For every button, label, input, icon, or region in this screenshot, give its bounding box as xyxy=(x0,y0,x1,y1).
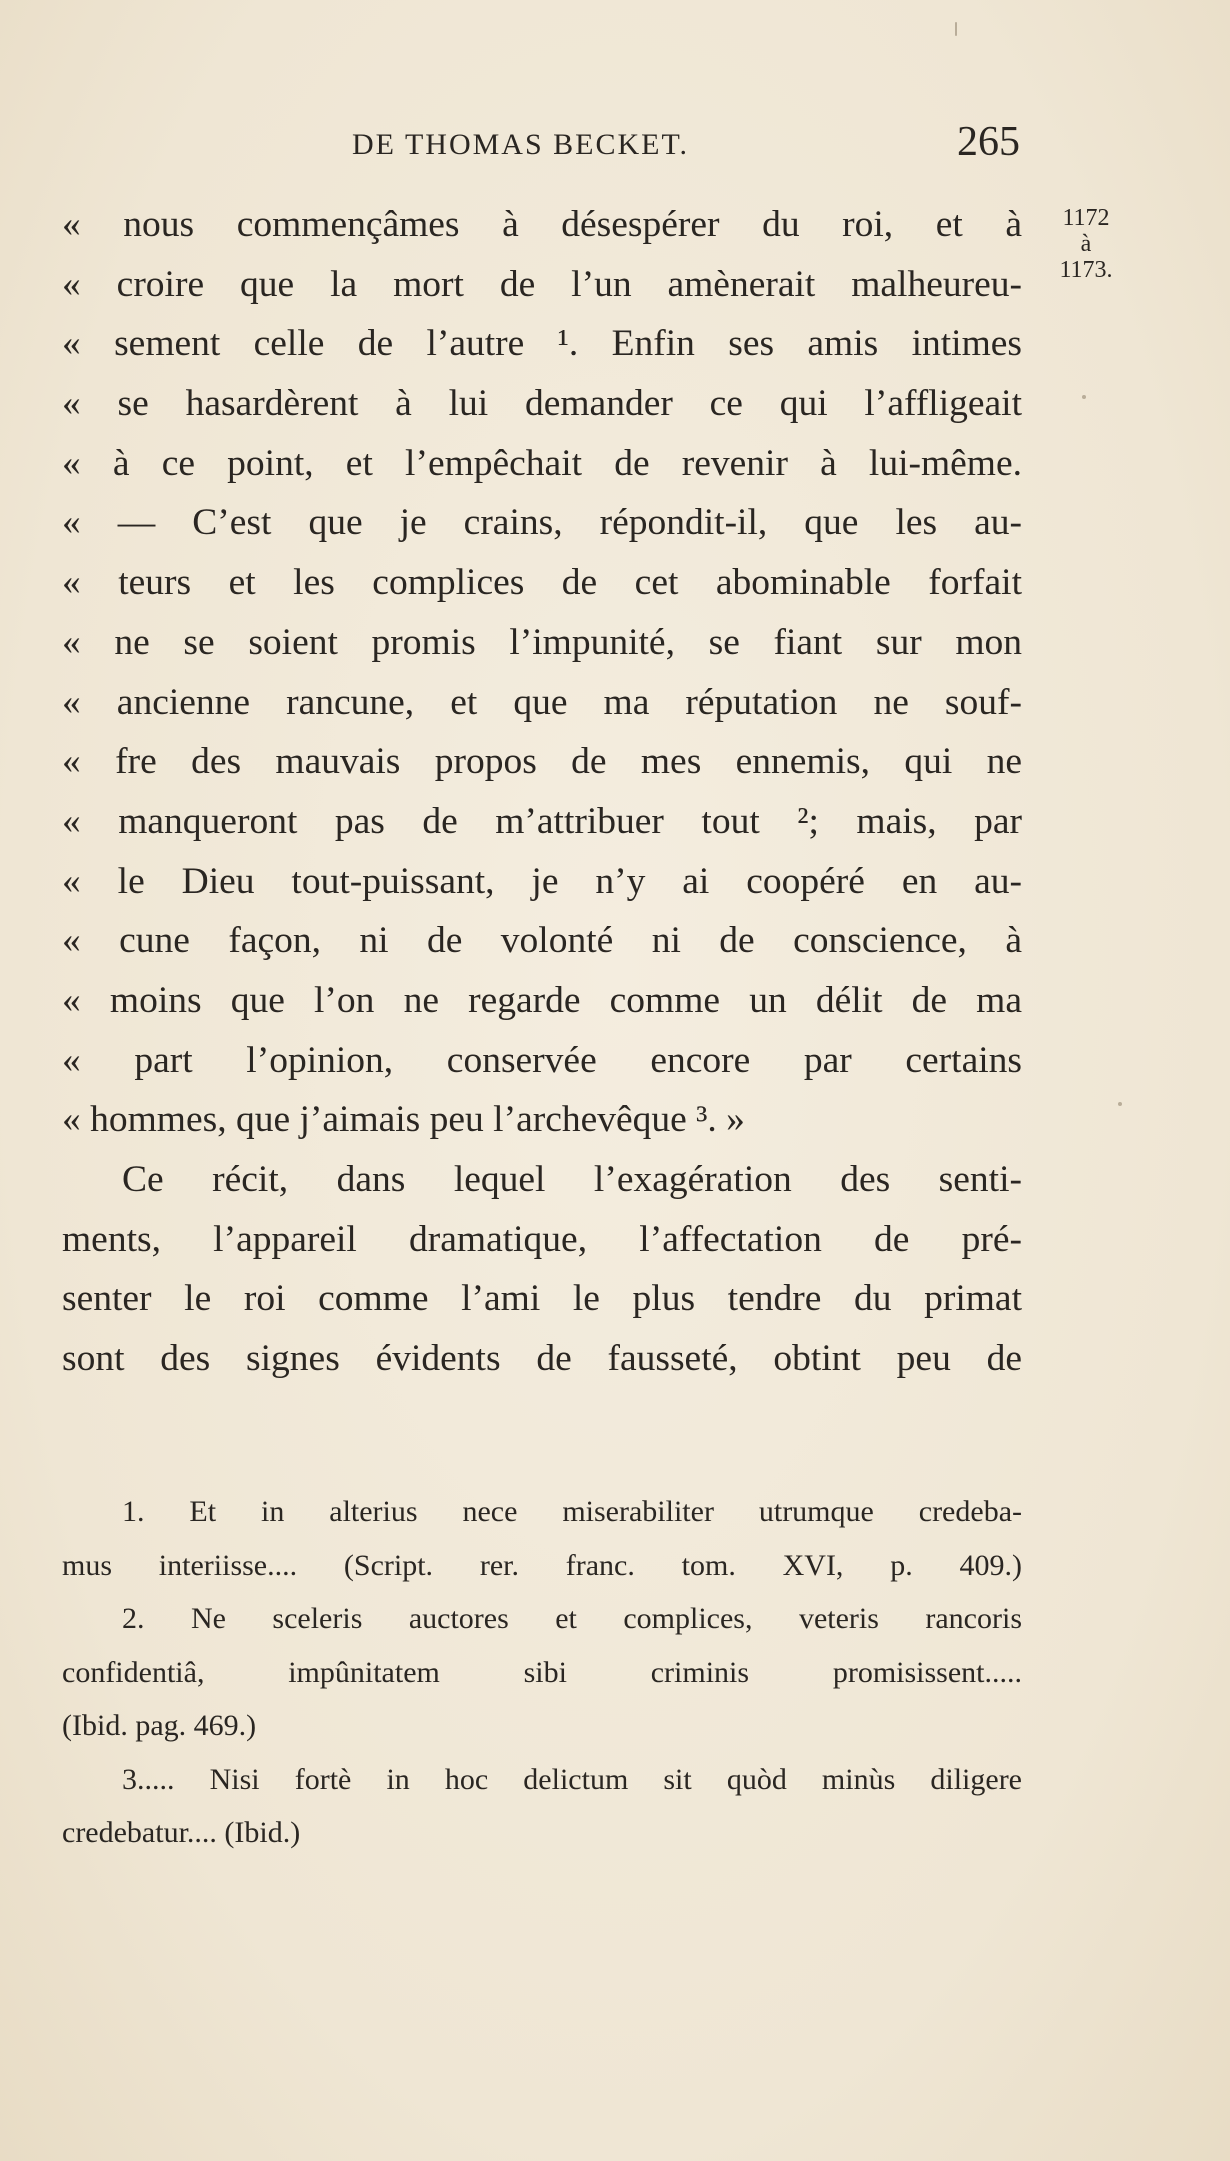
page-number: 265 xyxy=(957,119,1020,165)
margin-date-end: 1173. xyxy=(1059,257,1113,283)
text-line: « sement celle de l’autre ¹. Enfin ses amis intimes xyxy=(62,323,1022,365)
text-line: sont des signes évidents de fausseté, obtint peu de xyxy=(62,1338,1022,1380)
text-line: « le Dieu tout-puissant, je n’y ai coopéré en au- xyxy=(62,860,1022,902)
text-line: « ancienne rancune, et que ma réputation ne souf- xyxy=(62,681,1022,723)
paper-speck xyxy=(1118,1102,1122,1106)
text-line: « se hasardèrent à lui demander ce qui l’affligeait xyxy=(62,383,1022,425)
margin-date-start: 1172 xyxy=(1062,205,1110,231)
main-text xyxy=(62,195,1022,1389)
running-title: DE THOMAS BECKET. xyxy=(352,128,690,161)
margin-date-connector: à xyxy=(1080,231,1092,257)
footnote-3-line: 3..... Nisi fortè in hoc delictum sit quòd minùs diligere xyxy=(122,1762,1022,1796)
footnote-3-line: credebatur.... (Ibid.) xyxy=(62,1816,301,1849)
text-line: senter le roi comme l’ami le plus tendre du primat xyxy=(62,1278,1022,1320)
text-line: « part l’opinion, conservée encore par certains xyxy=(62,1039,1022,1081)
text-line: « teurs et les complices de cet abominable forfait xyxy=(62,562,1022,604)
text-line: « moins que l’on ne regarde comme un délit de ma xyxy=(62,979,1022,1021)
footnote-2-line: 2. Ne sceleris auctores et complices, veteris rancoris xyxy=(122,1602,1022,1635)
paragraph-start-line: Ce récit, dans lequel l’exagération des senti- xyxy=(122,1159,1022,1200)
text-line: « nous commençâmes à désespérer du roi, et à xyxy=(62,204,1022,245)
text-line: « croire que la mort de l’un amènerait malheureu- xyxy=(62,263,1022,305)
text-line: « manqueront pas de m’attribuer tout ²; mais, par xyxy=(62,800,1022,842)
paper-mark xyxy=(955,22,957,36)
footnote-1-line: 1. Et in alterius nece miserabiliter utrumque credeba- xyxy=(122,1495,1022,1528)
margin-date-note xyxy=(1036,206,1136,284)
page-header xyxy=(60,119,1020,172)
text-line: « à ce point, et l’empêchait de revenir à lui-même. xyxy=(62,442,1022,484)
footnote-1-line: mus interiisse.... (Script. rer. franc. tom. XVI, p. 409.) xyxy=(62,1548,1022,1582)
text-line: « — C’est que je crains, répondit-il, que les au- xyxy=(62,502,1022,544)
paper-speck xyxy=(1082,395,1086,399)
text-line: « ne se soient promis l’impunité, se fiant sur mon xyxy=(62,621,1022,663)
text-line: « fre des mauvais propos de mes ennemis, qui ne xyxy=(62,741,1022,783)
text-line: ments, l’appareil dramatique, l’affectation de pré- xyxy=(62,1218,1022,1260)
footnote-2-line: (Ibid. pag. 469.) xyxy=(62,1709,257,1742)
footnotes xyxy=(62,1485,1022,1860)
text-line: « hommes, que j’aimais peu l’archevêque ³. » xyxy=(62,1099,745,1141)
footnote-2-line: confidentiâ, impûnitatem sibi criminis promisissent..... xyxy=(62,1655,1022,1689)
text-line: « cune façon, ni de volonté ni de conscience, à xyxy=(62,920,1022,962)
